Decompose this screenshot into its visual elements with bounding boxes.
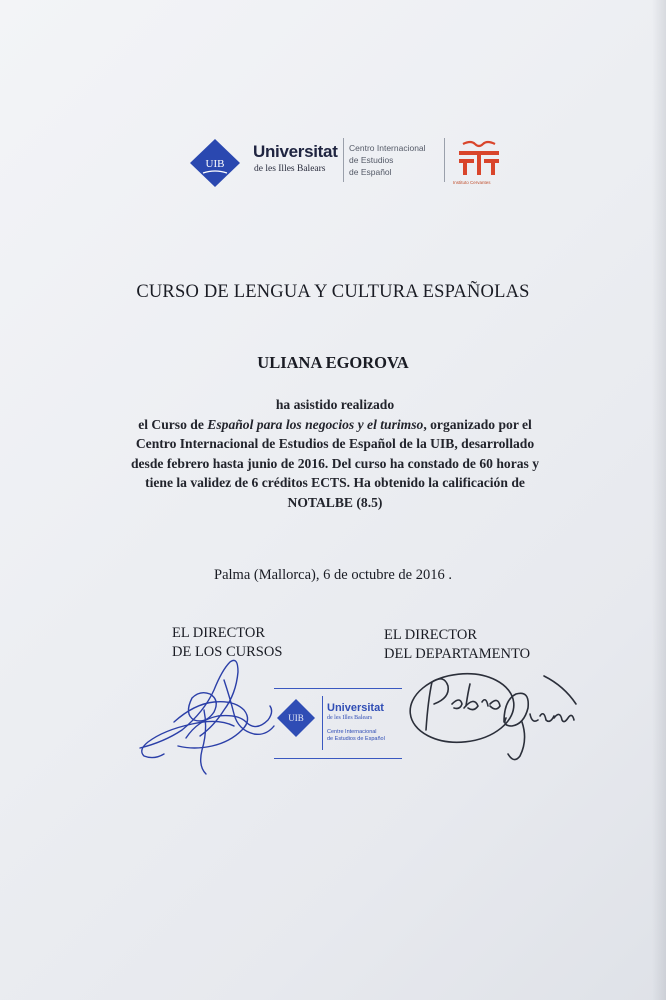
body-line-2	[90, 415, 580, 435]
course-prefix: el Curso de	[138, 416, 208, 432]
body-line-5: tiene la validez de 6 créditos ECTS. Ha obtenido la calificación de	[145, 475, 525, 490]
centro-line: de Estudios	[349, 155, 394, 165]
director-department-title	[384, 626, 530, 664]
title-line: EL DIRECTOR	[172, 625, 266, 641]
header-divider	[343, 138, 344, 182]
stamp-divider	[322, 696, 323, 750]
centro-internacional-text	[349, 142, 449, 178]
uib-logo-icon	[189, 138, 241, 188]
body-line-3: Centro Internacional de Estudios de Español de la UIB, desarrollado	[135, 436, 535, 451]
title-line: DE LOS CURSOS	[172, 644, 283, 660]
certificate-body	[90, 395, 580, 512]
course-name: Español para los negocios y el turimso	[207, 416, 424, 432]
course-title: CURSO DE LENGUA Y CULTURA ESPAÑOLAS	[136, 282, 530, 302]
centro-line: Centro Internacional	[349, 143, 426, 153]
university-subtitle: de les Illes Balears	[254, 164, 326, 174]
stamp-centro-line: de Estudios de Español	[327, 736, 385, 742]
stamp-badge-text: UIB	[288, 713, 304, 723]
body-line-6-grade: NOTALBE (8.5)	[287, 494, 383, 510]
university-name: Universitat	[253, 142, 338, 161]
centro-line: de Español	[349, 167, 392, 177]
university-stamp	[268, 684, 408, 764]
stamp-centro-line: Centre Internacional	[327, 729, 377, 735]
header-logos	[185, 132, 515, 192]
cervantes-caption: Instituto Cervantes	[453, 180, 491, 185]
stamp-centro-text	[327, 729, 407, 743]
stamp-university-subtitle: de les Illes Balears	[327, 715, 373, 721]
body-line-4: desde febrero hasta junio de 2016. Del curso ha constado de 60 horas y	[130, 455, 540, 471]
uib-badge-text: UIB	[205, 158, 225, 170]
stamp-rule	[274, 758, 402, 759]
left-signature-icon	[134, 650, 284, 780]
student-name: ULIANA EGOROVA	[257, 353, 409, 372]
stamp-uib-logo-icon	[276, 698, 316, 738]
body-line-1: ha asistido realizado	[275, 397, 395, 412]
stamp-university-name: Universitat	[327, 702, 384, 714]
stamp-rule	[274, 688, 402, 689]
course-suffix: , organizado por el	[423, 416, 532, 432]
header-divider	[444, 138, 445, 182]
title-line: EL DIRECTOR	[384, 627, 478, 643]
right-signature-icon	[404, 660, 584, 770]
date-place: Palma (Mallorca), 6 de octubre de 2016 .	[214, 567, 452, 583]
title-line: DEL DEPARTAMENTO	[384, 646, 531, 662]
instituto-cervantes-logo-icon	[453, 140, 505, 178]
